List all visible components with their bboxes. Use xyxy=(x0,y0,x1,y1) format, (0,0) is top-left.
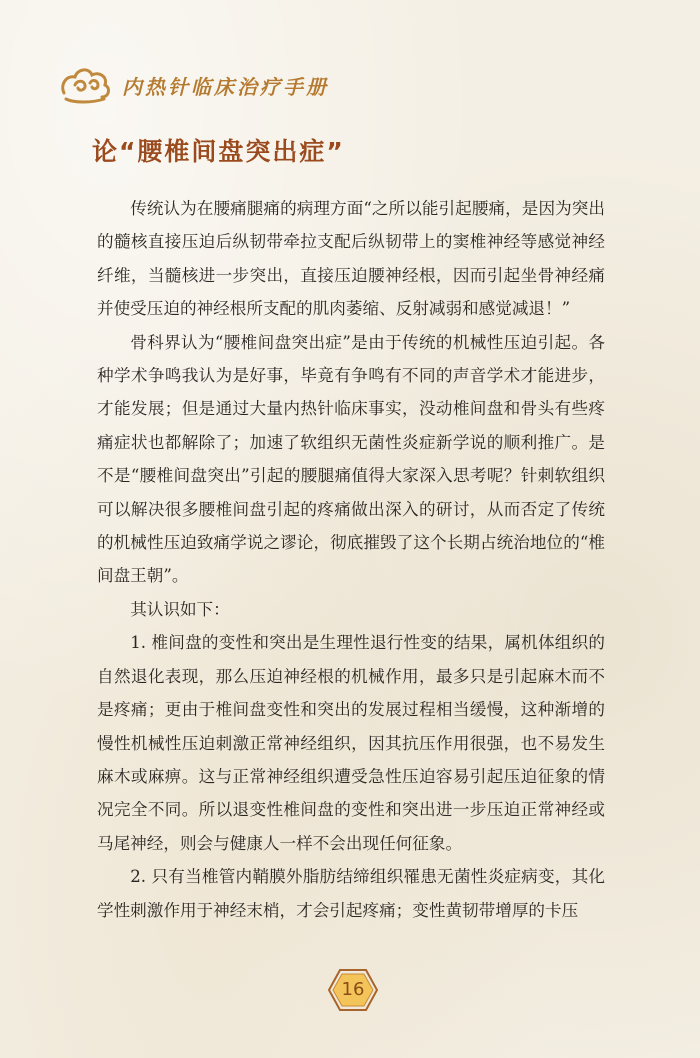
chapter-title: 论“腰椎间盘突出症” xyxy=(92,137,345,166)
book-title: 内热针临床治疗手册 xyxy=(122,74,329,99)
paragraph: 2. 只有当椎管内鞘膜外脂肪结缔组织罹患无菌性炎症病变，其化学性刺激作用于神经末梢，才会引起疼痛；变性黄韧带增厚的卡压 xyxy=(97,867,605,920)
paragraph: 传统认为在腰痛腿痛的病理方面“之所以能引起腰痛，是因为突出的髓核直接压迫后纵韧带牵拉支配后纵韧带上的窦椎神经等感觉神经纤维，当髓核进一步突出，直接压迫腰神经根，因而引起坐骨神经痛并使受压迫的神经根所支配的肌肉萎缩、反射减弱和感觉减退！” xyxy=(97,199,605,319)
body-text xyxy=(97,192,605,927)
paragraph: 其认识如下： xyxy=(130,599,230,619)
cloud-ornament-icon xyxy=(58,63,114,107)
running-header xyxy=(58,60,329,110)
paragraph: 骨科界认为“腰椎间盘突出症”是由于传统的机械性压迫引起。各种学术争鸣我认为是好事，毕竟有争鸣有不同的声音学术才能进步，才能发展；但是通过大量内热针临床事实，没动椎间盘和骨头有些疼痛症状也都解除了；加速了软组织无菌性炎症新学说的顺利推广。是不是“腰椎间盘突出”引起的腰腿痛值得大家深入思考呢？针刺软组织可以解决很多腰椎间盘引起的疼痛做出深入的研讨，从而否定了传统的机械性压迫致痛学说之谬论，彻底摧毁了这个长期占统治地位的“椎间盘王朝”。 xyxy=(97,332,605,586)
page-number: 16 xyxy=(341,979,365,1000)
paragraph: 1. 椎间盘的变性和突出是生理性退行性变的结果，属机体组织的自然退化表现，那么压迫神经根的机械作用，最多只是引起麻木而不是疼痛；更由于椎间盘变性和突出的发展过程相当缓慢，这种渐增的慢性机械性压迫刺激正常神经组织，因其抗压作用很强，也不易发生麻木或麻痹。这与正常神经组织遭受急性压迫容易引起压迫征象的情况完全不同。所以退变性椎间盘的变性和突出进一步压迫正常神经或马尾神经，则会与健康人一样不会出现任何征象。 xyxy=(97,633,605,853)
